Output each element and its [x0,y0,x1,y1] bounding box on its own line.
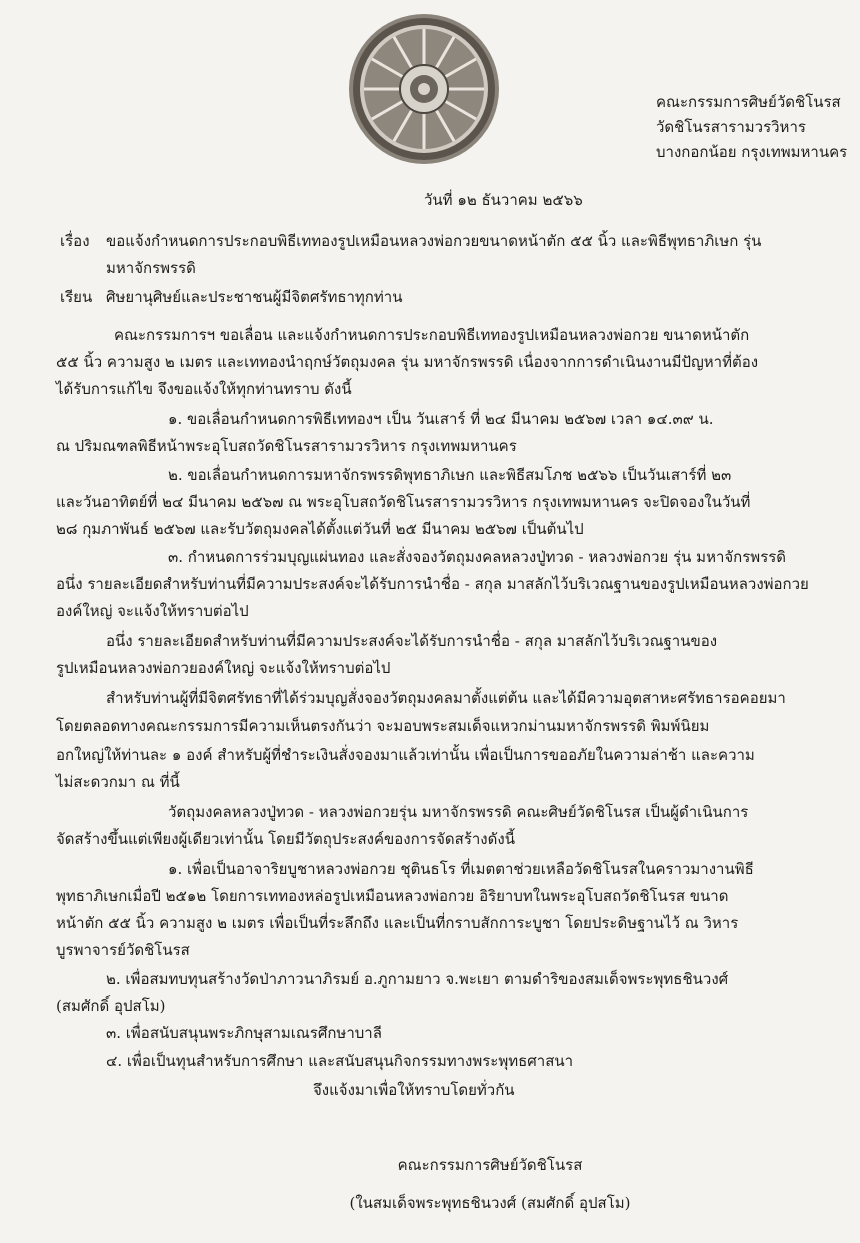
body-line: หน้าตัก ๕๕ นิ้ว ความสูง ๒ เมตร เพื่อเป็นที่ระลึกถึง และเป็นที่กราบสักการะบูชา โดยประดิษฐานไว้ ณ วิหาร [56,914,739,932]
body-line: อนึ่ง รายละเอียดสำหรับท่านที่มีความประสงค์จะได้รับการนำชื่อ - สกุล มาสลักไว้บริเวณฐานของรูปเหมือนหลวงพ่อกวย [56,575,809,593]
body-line: ๓. เพื่อสนับสนุนพระภิกษุสามเณรศึกษาบาลี [106,1024,382,1042]
body-line: ๑. เพื่อเป็นอาจาริยบูชาหลวงพ่อกวย ชุตินธโร ที่เมตตาช่วยเหลือวัดชิโนรสในคราวมางานพิธี [168,860,754,878]
body-line: อนึ่ง รายละเอียดสำหรับท่านที่มีความประสงค์จะได้รับการนำชื่อ - สกุล มาสลักไว้บริเวณฐานของ [106,632,718,650]
body-line: วัตถุมงคลหลวงปู่ทวด - หลวงพ่อกวยรุ่น มหาจักรพรรดิ คณะศิษย์วัดชิโนรส เป็นผู้ดำเนินการ [168,803,749,821]
temple-name: วัดชิโนรสารามวรวิหาร [656,118,806,136]
signature-line: (ในสมเด็จพระพุทธชินวงศ์ (สมศักดิ์ อุปสโม) [349,1194,631,1212]
body-line: คณะกรรมการฯ ขอเลื่อน และแจ้งกำหนดการประกอบพิธีเททองรูปเหมือนหลวงพ่อกวย ขนาดหน้าตัก [114,326,750,344]
body-line: ไม่สะดวกมา ณ ที่นี้ [56,773,180,791]
body-line: รูปเหมือนหลวงพ่อกวยองค์ใหญ่ จะแจ้งให้ทราบต่อไป [56,659,391,677]
signature-line: คณะกรรมการศิษย์วัดชิโนรส [397,1156,583,1174]
body-line: ๒๘ กุมภาพันธ์ ๒๕๖๗ และรับวัตถุมงคลได้ตั้งแต่วันที่ ๒๕ มีนาคม ๒๕๖๗ เป็นต้นไป [56,520,584,538]
body-line: อกใหญ่ให้ท่านละ ๑ องค์ สำหรับผู้ที่ชำระเงินสั่งจองมาแล้วเท่านั้น เพื่อเป็นการขออภัยในความล่าช้า และความ [56,746,755,764]
body-line: ๒. เพื่อสมทบทุนสร้างวัดป่าภาวนาภิรมย์ อ.ภูกามยาว จ.พะเยา ตามดำริของสมเด็จพระพุทธชินวงศ์ [106,970,729,988]
body-line: จัดสร้างขึ้นแต่เพียงผู้เดียวเท่านั้น โดยมีวัตถุประสงค์ของการจัดสร้างดังนี้ [56,830,515,848]
body-line: ณ ปริมณฑลพิธีหน้าพระอุโบสถวัดชิโนรสารามวรวิหาร กรุงเทพมหานคร [56,437,517,455]
body-line: ๕๕ นิ้ว ความสูง ๒ เมตร และเททองนำฤกษ์วัตถุมงคล รุ่น มหาจักรพรรดิ เนื่องจากการดำเนินงานมีปัญหาที่ต้อง [56,353,759,371]
address: บางกอกน้อย กรุงเทพมหานคร [656,143,848,161]
body-line: (สมศักดิ์ อุปสโม) [56,997,166,1015]
closing-line: จึงแจ้งมาเพื่อให้ทราบโดยทั่วกัน [313,1081,515,1099]
body-line: ๑. ขอเลื่อนกำหนดการพิธีเททองฯ เป็น วันเสาร์ ที่ ๒๔ มีนาคม ๒๕๖๗ เวลา ๑๔.๓๙ น. [168,410,714,428]
recipient-label: เรียน [60,288,93,306]
subject-label: เรื่อง [60,232,90,250]
body-line: องค์ใหญ่ จะแจ้งให้ทราบต่อไป [56,602,249,620]
body-line: ได้รับการแก้ไข จึงขอแจ้งให้ทุกท่านทราบ ดังนี้ [56,380,352,398]
recipient: ศิษยานุศิษย์และประชาชนผู้มีจิตศรัทธาทุกท่าน [106,288,403,306]
subject-line: มหาจักรพรรดิ [106,259,196,277]
body-line: บูรพาจารย์วัดชิโนรส [56,941,190,959]
body-line: ๓. กำหนดการร่วมบุญแผ่นทอง และสั่งจองวัตถุมงคลหลวงปู่ทวด - หลวงพ่อกวย รุ่น มหาจักรพรรดิ [168,548,787,566]
body-line: สำหรับท่านผู้ที่มีจิตศรัทธาที่ได้ร่วมบุญสั่งจองวัตถุมงคลมาตั้งแต่ต้น และได้มีความอุตสาหะศรัทธารอคอยมา [106,689,786,707]
body-line: พุทธาภิเษกเมื่อปี ๒๕๑๒ โดยการเททองหล่อรูปเหมือนหลวงพ่อกวย อิริยาบทในพระอุโบสถวัดชิโนรส ขนาด [56,887,729,905]
org-name: คณะกรรมการศิษย์วัดชิโนรส [656,93,841,111]
body-line: ๔. เพื่อเป็นทุนสำหรับการศึกษา และสนับสนุนกิจกรรมทางพระพุทธศาสนา [106,1052,574,1070]
body-line: โดยตลอดทางคณะกรรมการมีความเห็นตรงกันว่า จะมอบพระสมเด็จแหวกม่านมหาจักรพรรดิ พิมพ์นิยม [56,717,710,735]
body-line: ๒. ขอเลื่อนกำหนดการมหาจักรพรรดิพุทธาภิเษก และพิธีสมโภช ๒๕๖๖ เป็นวันเสาร์ที่ ๒๓ [168,466,732,484]
letter-date: วันที่ ๑๒ ธันวาคม ๒๕๖๖ [424,191,583,209]
dharma-wheel-emblem-icon [347,12,501,166]
body-line: และวันอาทิตย์ที่ ๒๔ มีนาคม ๒๕๖๗ ณ พระอุโบสถวัดชิโนรสารามวรวิหาร กรุงเทพมหานคร จะปิดจองในวันที่ [56,493,751,511]
subject-line: ขอแจ้งกำหนดการประกอบพิธีเททองรูปเหมือนหลวงพ่อกวยขนาดหน้าตัก ๕๕ นิ้ว และพิธีพุทธาภิเษก รุ่น [106,232,762,250]
